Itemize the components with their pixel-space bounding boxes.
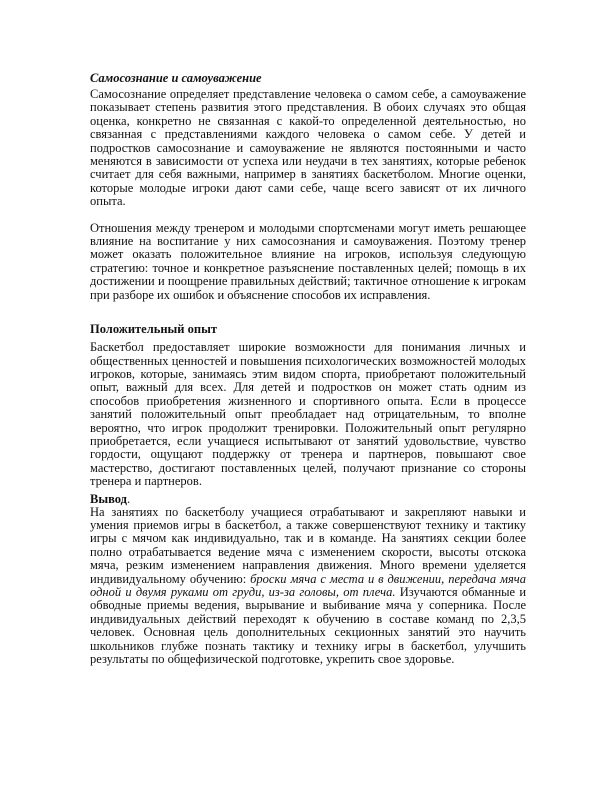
paragraph-self-awareness-1: Самосознание определяет представление человека о самом себе, а самоуважение показывает степень развития этого представления. В обоих случаях это общая оценка, конкретно не связанная с какой-то определенной деятельностью, но связанная с представлениями каждого человека о самом себе. У детей и подростков самосознание и самоуважение не являются постоянными и часто меняются в зависимости от успеха или неудачи в тех занятиях, которые ребенок считает для себя важными, например в занятиях баскетболом. Многие оценки, которые молодые игроки дают сами себе, чаще всего зависят от их личного опыта. [90,87,526,209]
document-body [90,70,526,666]
conclusion-text-part2: Изучаются обманные и обводные приемы ведения, вырывание и выбивание мяча у соперника. После индивидуальных действий переходят к обучению в составе команд по 2,3,5 человек. Основная цель дополнительных секционных занятий это научить школьников глубже познать тактику и технику игры в баскетбол, улучшить результаты по общефизической подготовке, укрепить свое здоровье. [90,585,527,667]
section-title-positive-experience: Положительный опыт [90,322,217,337]
section-title-self-awareness: Самосознание и самоуважение [90,71,262,85]
conclusion-heading: Вывод [90,491,127,506]
conclusion-heading-period: . [126,491,131,506]
conclusion-text-part1: На занятиях по баскетболу учащиеся отрабатывают и закрепляют навыки и умения приемов игры в баскетбол, а также совершенствуют технику и тактику игры с мячом как индивидуально, так и в команде. На занятиях секции более полно отрабатывается ведение мяча с изменением скорости, высоты отскока мяча, резким изменением направления движения. Много времени уделяется индивидуальному обучению: [90,504,526,586]
paragraph-positive-experience: Баскетбол предоставляет широкие возможности для понимания личных и общественных ценностей и повышения психологических возможностей молодых игроков, которые, занимаясь этим видом спорта, приобретают положительный опыт, важный для всех. Для детей и подростков он может стать одним из способов приобретения жизненного и спортивного опыта. Если в процессе занятий положительный опыт преобладает над отрицательным, то вполне вероятно, что игрок продолжит тренировки. Положительный опыт регулярно приобретается, если учащиеся испытывают от занятий удовольствие, чувство гордости, ощущают поддержку от тренера и партнеров, повышают свое мастерство, достигают поставленных целей, получают признание со стороны тренера и партнеров. [90,340,526,489]
section-title-conclusion [90,492,526,506]
conclusion-italic-exercises: броски мяча с места и в движении, передача мяча одной и двумя руками от груди, из-за головы, от плеча. [90,571,526,599]
paragraph-conclusion [90,506,526,667]
paragraph-self-awareness-2: Отношения между тренером и молодыми спортсменами могут иметь решающее влияние на воспитание у них самосознания и самоуважения. Поэтому тренер может оказать положительное влияние на игроков, используя следующую стратегию: точное и конкретное разъяснение поставленных целей; помощь в их достижении и поощрение правильных действий; тактичное отношение к игрокам при разборе их ошибок и объяснение способов их исправления. [90,220,526,302]
